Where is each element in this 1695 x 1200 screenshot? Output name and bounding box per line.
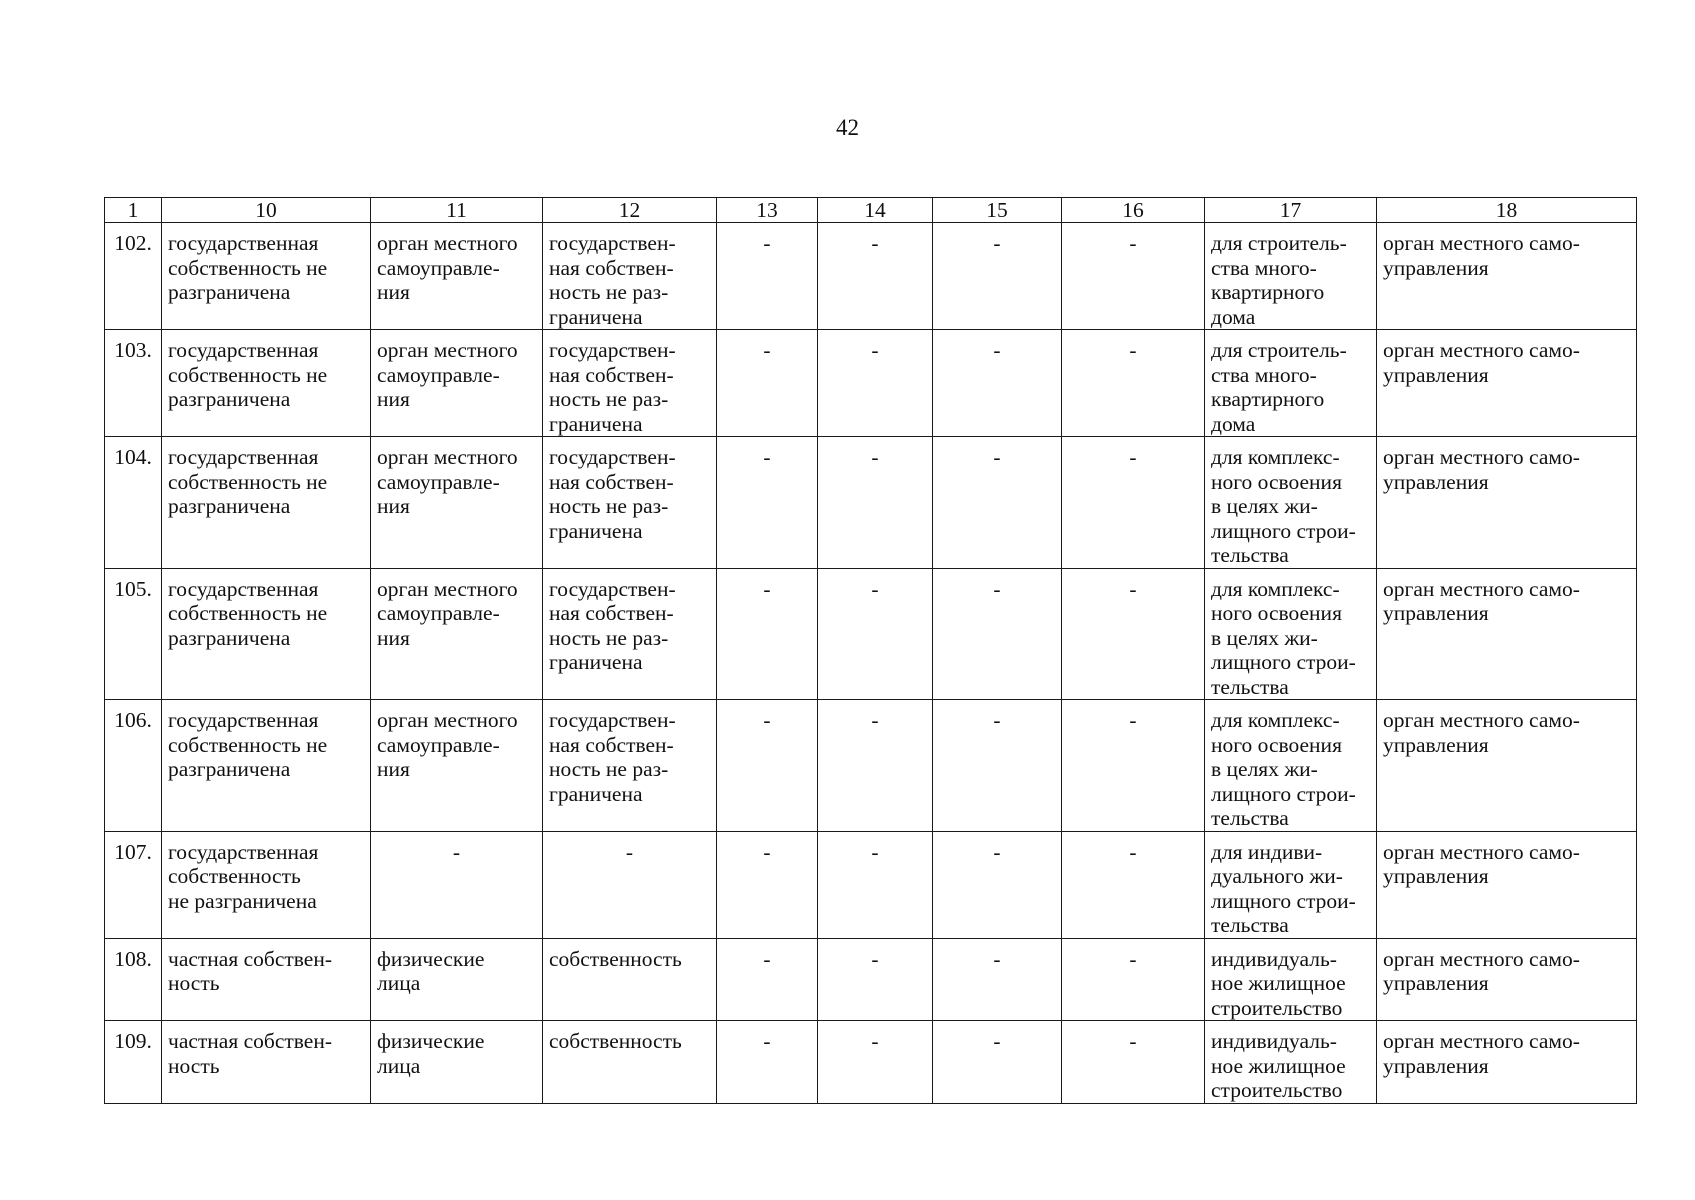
ownership-form: частная собствен- ность bbox=[168, 946, 333, 995]
col-16-value-cell bbox=[1062, 700, 1205, 832]
rights-holder-cell bbox=[371, 223, 543, 330]
col-14-value-cell bbox=[818, 831, 933, 938]
right-type: государствен- ная собствен- ность не раз- граничена bbox=[549, 445, 676, 543]
managing-authority-cell bbox=[1377, 223, 1637, 330]
col-16-value: - bbox=[1129, 839, 1137, 864]
ownership-form: государственная собственность не разграничена bbox=[168, 338, 328, 411]
col-13-value-cell bbox=[717, 700, 818, 832]
col-15-value-cell bbox=[933, 437, 1062, 569]
right-type-cell bbox=[543, 700, 717, 832]
table-header bbox=[105, 198, 1637, 223]
permitted-use-cell bbox=[1205, 568, 1377, 700]
table-row bbox=[105, 831, 1637, 938]
col-13-value: - bbox=[763, 445, 771, 469]
row-number: 106. bbox=[114, 708, 152, 732]
col-16-value: - bbox=[1129, 445, 1137, 469]
managing-authority-cell bbox=[1377, 938, 1637, 1021]
land-registry-table bbox=[104, 197, 1637, 1104]
ownership-form-cell bbox=[162, 831, 371, 938]
col-14-value-cell bbox=[818, 223, 933, 330]
table-row bbox=[105, 330, 1637, 437]
col-13-value: - bbox=[763, 338, 771, 362]
table-row bbox=[105, 1021, 1637, 1104]
table-row bbox=[105, 700, 1637, 832]
managing-authority-cell bbox=[1377, 437, 1637, 569]
col-15-value: - bbox=[993, 708, 1001, 732]
header-row bbox=[105, 198, 1637, 223]
col-16-value-cell bbox=[1062, 938, 1205, 1021]
managing-authority-cell bbox=[1377, 330, 1637, 437]
col-15-value-cell bbox=[933, 700, 1062, 832]
col-14-value: - bbox=[871, 839, 879, 864]
row-number-cell bbox=[105, 700, 162, 832]
rights-holder-cell bbox=[371, 938, 543, 1021]
page-number: 42 bbox=[836, 115, 859, 140]
rights-holder: орган местного самоуправле- ния bbox=[377, 445, 518, 518]
ownership-form-cell bbox=[162, 1021, 371, 1104]
managing-authority-cell bbox=[1377, 1021, 1637, 1104]
col-13-value-cell bbox=[717, 223, 818, 330]
ownership-form-cell bbox=[162, 437, 371, 569]
rights-holder-cell bbox=[371, 330, 543, 437]
permitted-use: для строитель- ства много- квартирного дома bbox=[1211, 231, 1347, 329]
col-13-value: - bbox=[763, 576, 771, 601]
row-number: 108. bbox=[114, 946, 152, 971]
column-header-13: 13 bbox=[717, 198, 818, 223]
col-16-value: - bbox=[1129, 708, 1137, 732]
managing-authority: орган местного само- управления bbox=[1383, 576, 1580, 625]
col-14-value-cell bbox=[818, 437, 933, 569]
permitted-use-cell bbox=[1205, 831, 1377, 938]
col-15-value: - bbox=[993, 445, 1001, 469]
col-13-value: - bbox=[763, 231, 771, 255]
right-type-cell bbox=[543, 437, 717, 569]
col-13-value-cell bbox=[717, 831, 818, 938]
permitted-use: для комплекс- ного освоения в целях жи- лищного строи- тельства bbox=[1211, 708, 1356, 830]
managing-authority-cell bbox=[1377, 568, 1637, 700]
managing-authority: орган местного само- управления bbox=[1383, 231, 1580, 280]
ownership-form-cell bbox=[162, 700, 371, 832]
row-number: 109. bbox=[114, 1029, 152, 1053]
right-type: собственность bbox=[549, 1029, 682, 1053]
rights-holder: физические лица bbox=[377, 1029, 485, 1078]
col-15-value: - bbox=[993, 576, 1001, 601]
col-14-value: - bbox=[871, 576, 879, 601]
row-number: 105. bbox=[114, 576, 152, 601]
col-15-value-cell bbox=[933, 831, 1062, 938]
ownership-form-cell bbox=[162, 568, 371, 700]
ownership-form: государственная собственность не разграничена bbox=[168, 576, 328, 650]
row-number-cell bbox=[105, 223, 162, 330]
right-type-cell bbox=[543, 938, 717, 1021]
managing-authority: орган местного само- управления bbox=[1383, 946, 1580, 995]
col-14-value: - bbox=[871, 231, 879, 255]
col-16-value: - bbox=[1129, 576, 1137, 601]
permitted-use-cell bbox=[1205, 700, 1377, 832]
col-14-value: - bbox=[871, 708, 879, 732]
col-14-value-cell bbox=[818, 568, 933, 700]
managing-authority: орган местного само- управления bbox=[1383, 445, 1580, 494]
col-13-value-cell bbox=[717, 1021, 818, 1104]
right-type: - bbox=[625, 839, 634, 864]
col-16-value-cell bbox=[1062, 568, 1205, 700]
col-13-value: - bbox=[763, 1029, 771, 1053]
col-13-value: - bbox=[763, 946, 771, 971]
row-number-cell bbox=[105, 330, 162, 437]
col-15-value-cell bbox=[933, 568, 1062, 700]
permitted-use: индивидуаль- ное жилищное строительство bbox=[1211, 1029, 1346, 1102]
permitted-use-cell bbox=[1205, 938, 1377, 1021]
col-13-value-cell bbox=[717, 938, 818, 1021]
col-16-value-cell bbox=[1062, 437, 1205, 569]
column-header-12: 12 bbox=[543, 198, 717, 223]
rights-holder-cell bbox=[371, 568, 543, 700]
col-16-value-cell bbox=[1062, 831, 1205, 938]
rights-holder: орган местного самоуправле- ния bbox=[377, 576, 518, 650]
rights-holder-cell bbox=[371, 1021, 543, 1104]
right-type: государствен- ная собствен- ность не раз- граничена bbox=[549, 576, 676, 674]
permitted-use-cell bbox=[1205, 330, 1377, 437]
rights-holder: орган местного самоуправле- ния bbox=[377, 338, 518, 411]
managing-authority-cell bbox=[1377, 831, 1637, 938]
column-header-1: 1 bbox=[105, 198, 162, 223]
managing-authority-cell bbox=[1377, 700, 1637, 832]
right-type-cell bbox=[543, 330, 717, 437]
right-type: собственность bbox=[549, 946, 682, 971]
permitted-use: для комплекс- ного освоения в целях жи- лищного строи- тельства bbox=[1211, 445, 1356, 567]
column-header-17: 17 bbox=[1205, 198, 1377, 223]
col-13-value-cell bbox=[717, 568, 818, 700]
col-16-value-cell bbox=[1062, 330, 1205, 437]
col-13-value: - bbox=[763, 708, 771, 732]
col-15-value: - bbox=[993, 338, 1001, 362]
column-header-10: 10 bbox=[162, 198, 371, 223]
col-14-value: - bbox=[871, 946, 879, 971]
col-15-value: - bbox=[993, 839, 1001, 864]
col-14-value-cell bbox=[818, 1021, 933, 1104]
column-header-16: 16 bbox=[1062, 198, 1205, 223]
row-number-cell bbox=[105, 1021, 162, 1104]
rights-holder-cell bbox=[371, 700, 543, 832]
ownership-form: государственная собственность не разграничена bbox=[168, 839, 319, 913]
col-15-value-cell bbox=[933, 330, 1062, 437]
right-type: государствен- ная собствен- ность не раз- граничена bbox=[549, 338, 676, 436]
col-14-value-cell bbox=[818, 938, 933, 1021]
table-row bbox=[105, 223, 1637, 330]
row-number: 102. bbox=[114, 231, 152, 255]
row-number-cell bbox=[105, 831, 162, 938]
right-type-cell bbox=[543, 831, 717, 938]
permitted-use: для строитель- ства много- квартирного дома bbox=[1211, 338, 1347, 436]
rights-holder: - bbox=[452, 839, 461, 864]
right-type-cell bbox=[543, 568, 717, 700]
col-15-value-cell bbox=[933, 223, 1062, 330]
col-16-value: - bbox=[1129, 231, 1137, 255]
row-number: 107. bbox=[114, 839, 152, 864]
right-type: государствен- ная собствен- ность не раз- граничена bbox=[549, 231, 676, 329]
rights-holder-cell bbox=[371, 831, 543, 938]
col-15-value-cell bbox=[933, 938, 1062, 1021]
col-13-value-cell bbox=[717, 330, 818, 437]
col-15-value: - bbox=[993, 231, 1001, 255]
managing-authority: орган местного само- управления bbox=[1383, 839, 1580, 888]
permitted-use: индивидуаль- ное жилищное строительство bbox=[1211, 946, 1346, 1020]
column-header-18: 18 bbox=[1377, 198, 1637, 223]
rights-holder: физические лица bbox=[377, 946, 485, 995]
table-row bbox=[105, 568, 1637, 700]
col-16-value: - bbox=[1129, 1029, 1137, 1053]
permitted-use: для индиви- дуального жи- лищного строи- тельства bbox=[1211, 839, 1356, 937]
managing-authority: орган местного само- управления bbox=[1383, 708, 1580, 757]
row-number-cell bbox=[105, 437, 162, 569]
col-16-value-cell bbox=[1062, 1021, 1205, 1104]
ownership-form-cell bbox=[162, 938, 371, 1021]
row-number-cell bbox=[105, 938, 162, 1021]
rights-holder: орган местного самоуправле- ния bbox=[377, 231, 518, 304]
col-14-value: - bbox=[871, 1029, 879, 1053]
permitted-use-cell bbox=[1205, 223, 1377, 330]
column-header-14: 14 bbox=[818, 198, 933, 223]
col-13-value: - bbox=[763, 839, 771, 864]
ownership-form: частная собствен- ность bbox=[168, 1029, 333, 1078]
right-type: государствен- ная собствен- ность не раз- граничена bbox=[549, 708, 676, 806]
col-15-value: - bbox=[993, 1029, 1001, 1053]
ownership-form-cell bbox=[162, 223, 371, 330]
row-number-cell bbox=[105, 568, 162, 700]
col-14-value: - bbox=[871, 338, 879, 362]
row-number: 103. bbox=[114, 338, 152, 362]
col-15-value: - bbox=[993, 946, 1001, 971]
table-body bbox=[105, 223, 1637, 1104]
right-type-cell bbox=[543, 223, 717, 330]
table-row bbox=[105, 437, 1637, 569]
col-14-value-cell bbox=[818, 700, 933, 832]
col-16-value-cell bbox=[1062, 223, 1205, 330]
table-row bbox=[105, 938, 1637, 1021]
col-14-value: - bbox=[871, 445, 879, 469]
permitted-use: для комплекс- ного освоения в целях жи- лищного строи- тельства bbox=[1211, 576, 1356, 699]
right-type-cell bbox=[543, 1021, 717, 1104]
column-header-11: 11 bbox=[371, 198, 543, 223]
row-number: 104. bbox=[114, 445, 152, 469]
ownership-form: государственная собственность не разграничена bbox=[168, 708, 328, 781]
ownership-form: государственная собственность не разграничена bbox=[168, 445, 328, 518]
managing-authority: орган местного само- управления bbox=[1383, 1029, 1580, 1078]
col-16-value: - bbox=[1129, 946, 1137, 971]
rights-holder-cell bbox=[371, 437, 543, 569]
col-16-value: - bbox=[1129, 338, 1137, 362]
col-13-value-cell bbox=[717, 437, 818, 569]
ownership-form: государственная собственность не разграничена bbox=[168, 231, 328, 304]
col-15-value-cell bbox=[933, 1021, 1062, 1104]
permitted-use-cell bbox=[1205, 1021, 1377, 1104]
rights-holder: орган местного самоуправле- ния bbox=[377, 708, 518, 781]
ownership-form-cell bbox=[162, 330, 371, 437]
column-header-15: 15 bbox=[933, 198, 1062, 223]
col-14-value-cell bbox=[818, 330, 933, 437]
managing-authority: орган местного само- управления bbox=[1383, 338, 1580, 387]
permitted-use-cell bbox=[1205, 437, 1377, 569]
